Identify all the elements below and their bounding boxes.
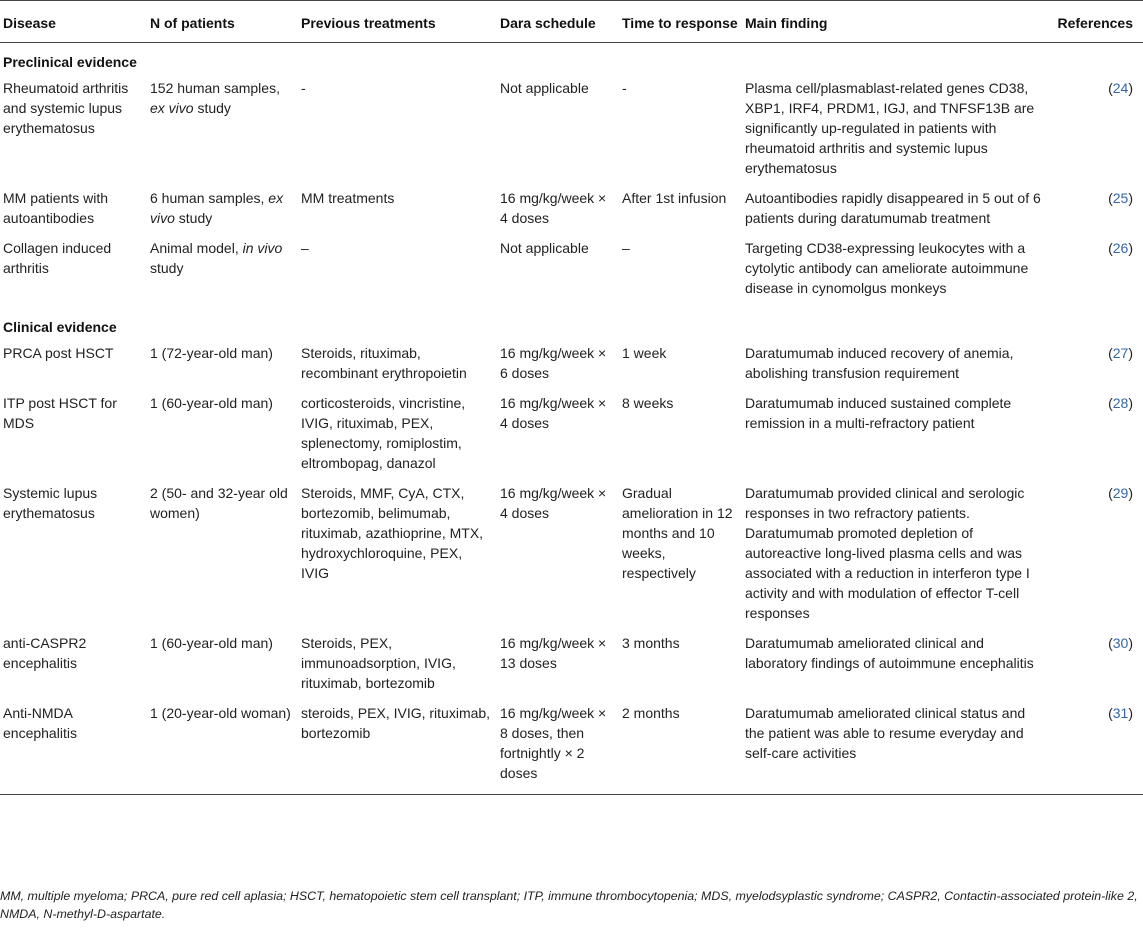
section-row-clinical [0,308,1143,343]
cell-finding: Daratumumab induced sustained complete remission in a multi-refractory patient [745,395,1012,431]
cell-disease: Rheumatoid arthritis and systemic lupus erythematosus [3,80,129,136]
cell-finding [742,483,1045,633]
cell-previous-treatments: corticosteroids, vincristine, IVIG, rituximab, PEX, splenectomy, romiplostim, eltrombopag, danazol [301,395,466,471]
cell-previous-treatments: Steroids, PEX, immunoadsorption, IVIG, rituximab, bortezomib [301,635,456,691]
cell-finding: Targeting CD38-expressing leukocytes with a cytolytic antibody can ameliorate autoimmune disease in cynomolgus monkeys [745,240,1029,296]
cell-reference: (27) [1108,345,1133,361]
cell-reference: (26) [1108,240,1133,256]
table-row [0,238,1143,308]
cell-previous-treatments: Steroids, rituximab, recombinant erythropoietin [301,345,467,381]
section-title: Clinical evidence [3,319,117,335]
cell-n-patients: 1 (60-year-old man) [150,635,273,651]
cell-time: – [622,240,630,256]
cell-time: 2 months [619,703,742,795]
cell-finding: Daratumumab induced recovery of anemia, abolishing transfusion requirement [745,345,1014,381]
cell-n-patients: Animal model, in vivo study [150,240,283,276]
header-main-finding: Main finding [742,1,1045,43]
cell-disease: Systemic lupus erythematosus [3,485,98,521]
reference-link[interactable]: 28 [1112,395,1129,411]
cell-n-patients: 1 (60-year-old man) [150,395,273,411]
header-n-patients: N of patients [147,1,298,43]
cell-schedule: 16 mg/kg/week × 6 doses [500,345,607,381]
reference-link[interactable]: 31 [1112,705,1129,721]
cell-finding: Daratumumab ameliorated clinical status and the patient was able to resume everyday and self-care activities [742,703,1045,795]
cell-previous-treatments: steroids, PEX, IVIG, rituximab, bortezomib [298,703,497,795]
cell-time: Gradual amelioration in 12 months and 10 weeks, respectively [622,485,733,581]
cell-disease: anti-CASPR2 encephalitis [3,635,87,671]
reference-link[interactable]: 25 [1112,190,1129,206]
header-disease: Disease [0,1,147,43]
cell-disease: ITP post HSCT for MDS [3,395,117,431]
cell-finding: Plasma cell/plasmablast-related genes CD38, XBP1, IRF4, PRDM1, IGJ, and TNFSF13B are significantly up-regulated in patients with rheumatoid arthritis and systemic lupus erythematosus [745,80,1035,176]
header-previous-treatments: Previous treatments [298,1,497,43]
section-row-preclinical [0,43,1143,79]
cell-schedule: 16 mg/kg/week × 13 doses [500,635,607,671]
cell-disease: PRCA post HSCT [3,345,114,361]
header-dara-schedule: Dara schedule [497,1,619,43]
table-footnote: MM, multiple myeloma; PRCA, pure red cell aplasia; HSCT, hematopoietic stem cell transplant; ITP, immune thrombocytopenia; MDS, myelodsyplastic syndrome; CASPR2, Contactin-associated protein-like 2, NMDA, N-methyl-D-aspartate. [0,889,1138,921]
header-row [0,1,1143,43]
cell-n-patients: 152 human samples, ex vivo study [150,80,280,116]
reference-link[interactable]: 27 [1112,345,1129,361]
cell-schedule: 16 mg/kg/week × 4 doses [500,395,607,431]
cell-schedule: 16 mg/kg/week × 4 doses [500,485,607,521]
table-row [0,188,1143,238]
finding-line: Daratumumab promoted depletion of autoreactive long-lived plasma cells and was associated with a reduction in interferon type I activity and with modulation of effector T-cell responses [745,525,1030,621]
cell-disease: Collagen induced arthritis [3,240,112,276]
cell-finding: Daratumumab ameliorated clinical and laboratory findings of autoimmune encephalitis [745,635,1034,671]
cell-time: 3 months [622,635,680,651]
reference-link[interactable]: 30 [1112,635,1129,651]
cell-time: 1 week [622,345,667,361]
reference-link[interactable]: 26 [1112,240,1129,256]
cell-previous-treatments: MM treatments [301,190,395,206]
reference-link[interactable]: 29 [1112,485,1129,501]
cell-schedule: Not applicable [500,240,589,256]
cell-time: 8 weeks [622,395,674,411]
cell-reference: (28) [1108,395,1133,411]
cell-reference: (25) [1108,190,1133,206]
cell-reference: (29) [1108,485,1133,501]
table-row [0,393,1143,483]
cell-reference: (31) [1045,703,1143,795]
table-row [0,633,1143,703]
cell-reference: (24) [1108,80,1133,96]
cell-disease: Anti-NMDA encephalitis [0,703,147,795]
cell-n-patients: 6 human samples, ex vivo study [150,190,284,226]
reference-link[interactable]: 24 [1112,80,1129,96]
cell-time: - [622,80,627,96]
cell-previous-treatments: - [301,80,306,96]
cell-schedule: Not applicable [500,80,589,96]
cell-schedule: 16 mg/kg/week × 8 doses, then fortnightly × 2 doses [497,703,619,795]
table-row [0,78,1143,188]
cell-disease: MM patients with autoantibodies [3,190,109,226]
finding-line: Daratumumab provided clinical and serologic responses in two refractory patients. [745,485,1025,521]
table-row [0,483,1143,633]
cell-n-patients: 1 (72-year-old man) [150,345,273,361]
cell-finding: Autoantibodies rapidly disappeared in 5 out of 6 patients during daratumumab treatment [745,190,1041,226]
table-row [0,343,1143,393]
header-time-to-response: Time to response [619,1,742,43]
cell-time: After 1st infusion [622,190,727,206]
section-title: Preclinical evidence [3,54,137,70]
cell-n-patients: 2 (50- and 32-year old women) [150,485,288,521]
cell-schedule: 16 mg/kg/week × 4 doses [500,190,607,226]
cell-reference: (30) [1108,635,1133,651]
cell-n-patients: 1 (20-year-old woman) [147,703,298,795]
header-references: References [1045,1,1143,43]
cell-previous-treatments: Steroids, MMF, CyA, CTX, bortezomib, belimumab, rituximab, azathioprine, MTX, hydroxychloroquine, PEX, IVIG [301,485,484,581]
cell-previous-treatments: – [301,240,309,256]
table-row [0,703,1143,795]
